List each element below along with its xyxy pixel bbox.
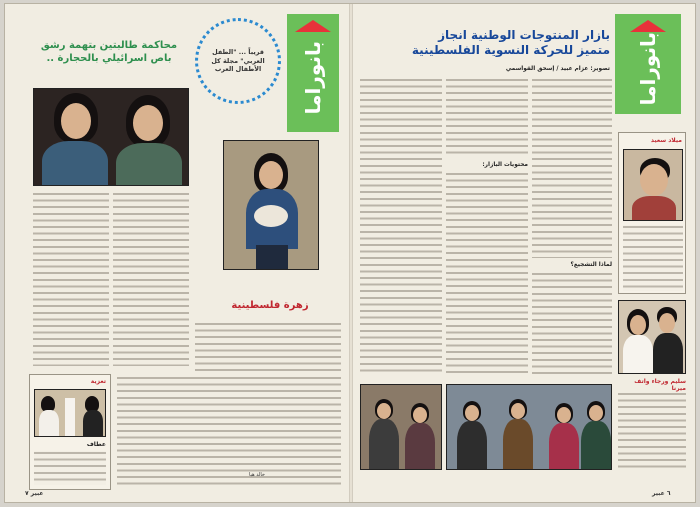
- wedding-photo: [618, 300, 686, 374]
- trial-headline: [29, 40, 189, 65]
- bazaar-col-2b: [446, 172, 528, 376]
- bazaar-col-1: [360, 78, 442, 376]
- wedding-box-text: [34, 451, 106, 485]
- palestinian-flower-title: زهرة فلسطينية: [231, 300, 309, 311]
- birthday-caption: ميلاد سعيد: [650, 137, 682, 144]
- panorama-logo-left: [287, 14, 339, 132]
- teaser-text: قريباً ... "الطفل العربي" مجلة كل الأطفال العرب: [211, 48, 265, 74]
- trial-article-col-1: [33, 192, 109, 366]
- logo-text: بانوراما: [636, 32, 660, 106]
- right-page: [352, 4, 697, 502]
- bazaar-col-3b: [532, 272, 612, 376]
- birthday-box: [618, 132, 686, 294]
- bazaar-col-2a: [446, 78, 528, 158]
- flower-article-lead: [195, 322, 341, 372]
- trial-headline-line2: باص اسرائيلي بالحجارة ..: [46, 52, 172, 64]
- bazaar-headline-line1: بازار المنتوجات الوطنية انجاز: [438, 28, 610, 42]
- house-roof-icon: [630, 20, 666, 32]
- lamb: [254, 205, 288, 227]
- left-page: [5, 4, 350, 502]
- logo-text: بانوراما: [301, 41, 325, 115]
- bazaar-col-3a: [532, 78, 612, 258]
- contents-subheading: محتويات البازار:: [482, 162, 528, 168]
- condolence-title: تعزية: [90, 378, 106, 385]
- wedding-box-title: عطاف: [86, 441, 106, 448]
- bazaar-photo-2: [446, 384, 612, 470]
- left-page-number: عبير ٧: [25, 490, 44, 497]
- wedding-caption: سليم ورجاء واتف ميرنا: [634, 378, 686, 392]
- right-page-number: ٦ عبير: [652, 490, 671, 497]
- cake-photo: [34, 389, 106, 437]
- girl-with-lamb-photo: [223, 140, 319, 270]
- panorama-logo-right: [615, 14, 681, 114]
- kids-magazine-teaser: [195, 18, 281, 104]
- birthday-text: [623, 225, 683, 291]
- condolence-wedding-box: [29, 374, 111, 490]
- trial-headline-line1: محاكمة طالبتين بتهمة رشق: [40, 40, 178, 51]
- trial-article-col-2: [113, 192, 189, 366]
- article-author: خالد هبا: [248, 472, 265, 478]
- baby-photo: [623, 149, 683, 221]
- encourage-subheading: لماذا التشجيع؟: [570, 262, 612, 268]
- house-roof-icon: [295, 20, 331, 32]
- bazaar-headline-line2: متميز للحركة النسوية الفلسطينية: [411, 43, 610, 57]
- bazaar-headline: [360, 28, 610, 58]
- two-students-photo: [33, 88, 189, 186]
- magazine-spread: [4, 3, 696, 503]
- photo-byline: تصوير: عزام عبيد / إسحق القواسمي: [505, 66, 610, 72]
- wedding-text: [618, 392, 686, 472]
- bazaar-photo-1: [360, 384, 442, 470]
